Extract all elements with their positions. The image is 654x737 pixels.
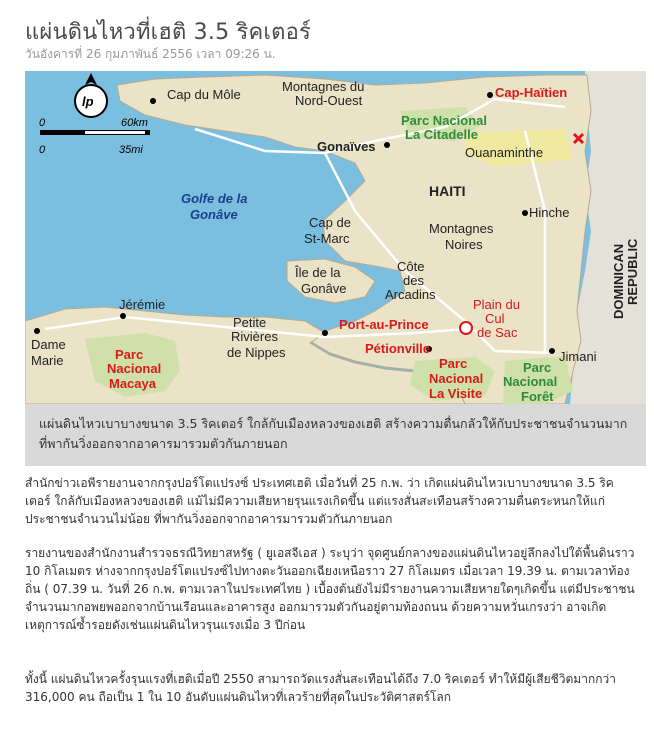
label-petite-2: Rivières (231, 329, 278, 344)
label-visite-3: La Visite (429, 386, 483, 401)
label-cote-1: Côte (397, 259, 425, 274)
label-visite-2: Nacional (429, 371, 484, 386)
label-ile-gonave-1: Île de la (295, 265, 341, 280)
label-parc-citadelle-1: Parc Nacional (401, 113, 487, 128)
scale-bottom-unit: 35mi (119, 144, 143, 156)
label-montagnes-noires-1: Montagnes (429, 221, 494, 236)
label-dominican-1: DOMINICAN (611, 243, 626, 319)
label-golfe-1: Golfe de la (181, 191, 248, 206)
label-visite-1: Parc (439, 356, 468, 371)
paragraph-3: ทั้งนี้ แผ่นดินไหวครั้งรุนแรงที่เฮติเมื่อปี 2550 สามารถวัดแรงสั่นสะเทือนได้ถึง 7.0 ริคเตอร์ ทำให้มีผู้เสียชีวิตมากกว่า 316,000 คน ถือเป็น 1 ใน 10 อันดับแผ่นดินไหวที่เลวร้ายที่สุดในประวัติศาสตร์โลก (25, 672, 616, 704)
paragraph-1: สำนักข่าวเอพีรายงานจากกรุงปอร์โตแปรงซ์ ประเทศเฮติ เมื่อวันที่ 25 ก.พ. ว่า เกิดแผ่นดินไหวเบาบางขนาด 3.5 ริคเตอร์ ใกล้กับเมืองหลวงของเฮติ แม้ไม่มีความเสียหายรุนแรงเกิดขึ้น แต่แรงสั่นสะเทือนสร้างความตื่นตระหนกให้แก่ประชาชนจำนวนไม่น้อย ที่พากันวิ่งออกจากอาคารมารวมตัวกันภายนอก (25, 476, 614, 526)
label-plain-1: Plain du (473, 297, 520, 312)
label-ile-gonave-2: Gonâve (301, 281, 347, 296)
label-montagnes-noires-2: Noires (445, 237, 483, 252)
label-dame-marie-2: Marie (31, 353, 64, 368)
svg-text:lp: lp (82, 94, 94, 109)
label-foret-2: Nacional (503, 374, 558, 389)
label-cap-st-marc-1: Cap de (309, 215, 351, 230)
label-jeremie: Jérémie (119, 297, 166, 312)
label-hinche: Hinche (529, 205, 570, 220)
scale-top-unit: 60km (121, 117, 148, 129)
label-parc-citadelle-2: La Citadelle (405, 127, 478, 142)
label-petite-3: de Nippes (227, 345, 286, 360)
label-macaya-2: Nacional (107, 361, 162, 376)
label-dame-marie-1: Dame (31, 337, 66, 352)
label-plain-3: de Sac (477, 325, 518, 340)
label-petionville: Pétionville (365, 341, 431, 356)
label-plain-2: Cul (485, 311, 505, 326)
article-date: วันอังคารที่ 26 กุมภาพันธ์ 2556 เวลา 09:26 น. (25, 47, 276, 61)
label-dominican-2: REPUBLIC (625, 238, 640, 305)
haiti-map (25, 71, 646, 404)
article-figure (25, 71, 646, 451)
label-foret-3: Forêt (521, 389, 554, 404)
label-cap-haitien: Cap-Haïtien (495, 85, 568, 100)
label-gonaives: Gonaïves (317, 139, 376, 154)
label-golfe-2: Gonâve (190, 207, 238, 222)
label-jimani: Jimani (559, 349, 597, 364)
scale-top-zero: 0 (39, 117, 46, 129)
label-port-au-prince: Port-au-Prince (339, 317, 429, 332)
label-cote-3: Arcadins (385, 287, 436, 302)
article-title: แผ่นดินไหวที่เฮติ 3.5 ริคเตอร์ (25, 20, 312, 45)
capital-star-icon (460, 322, 472, 334)
scale-bottom-zero: 0 (39, 144, 46, 156)
label-cap-du-mole: Cap du Môle (167, 87, 241, 102)
label-montagnes-2: Nord-Ouest (295, 93, 363, 108)
label-cap-st-marc-2: St-Marc (304, 231, 350, 246)
label-macaya-3: Macaya (109, 376, 156, 391)
label-ouanaminthe: Ouanaminthe (465, 145, 544, 160)
paragraph-2: รายงานของสำนักงานสำรวจธรณีวิทยาสหรัฐ ( ยูเอสจีเอส ) ระบุว่า จุดศูนย์กลางของแผ่นดินไหวอยู่ลึกลงไปใต้พื้นดินราว 10 กิโลเมตร ห่างจากกรุงปอร์โตแปรงซ์ไปทางตะวันออกเฉียงเหนือราว 27 กิโลเมตร เมื่อเวลา 19.39 น. ตามเวลาท้องถิ่น ( 07.39 น. วันที่ 26 ก.พ. ตามเวลาในประเทศไทย ) เบื้องต้นยังไม่มีรายงานความเสียหายใดๆเกิดขึ้น แต่มีประชาชนจำนวนมากอพยพออกจากบ้านเรือนและอาคารสูง ออกมารวมตัวกันอยู่ตามท้องถนน ด้วยความหวั่นเกรงว่า อาจเกิดเหตุการณ์ซ้ำรอยดังเช่นแผ่นดินไหวรุนแรงเมื่อ 3 ปีก่อน (25, 546, 635, 632)
label-macaya-1: Parc (115, 347, 144, 362)
figure-caption: แผ่นดินไหวเบาบางขนาด 3.5 ริคเตอร์ ใกล้กับเมืองหลวงของเฮติ สร้างความตื่นกลัวให้กับประชาชนจำนวนมาก ที่พากันวิ่งออกจากอาคารมารวมตัวกันภายนอก (25, 404, 646, 466)
label-petite-1: Petite (233, 315, 267, 330)
label-montagnes-1: Montagnes du (282, 79, 365, 94)
label-cote-2: des (403, 273, 424, 288)
label-foret-1: Parc (523, 360, 552, 375)
label-haiti: HAITI (429, 183, 466, 199)
